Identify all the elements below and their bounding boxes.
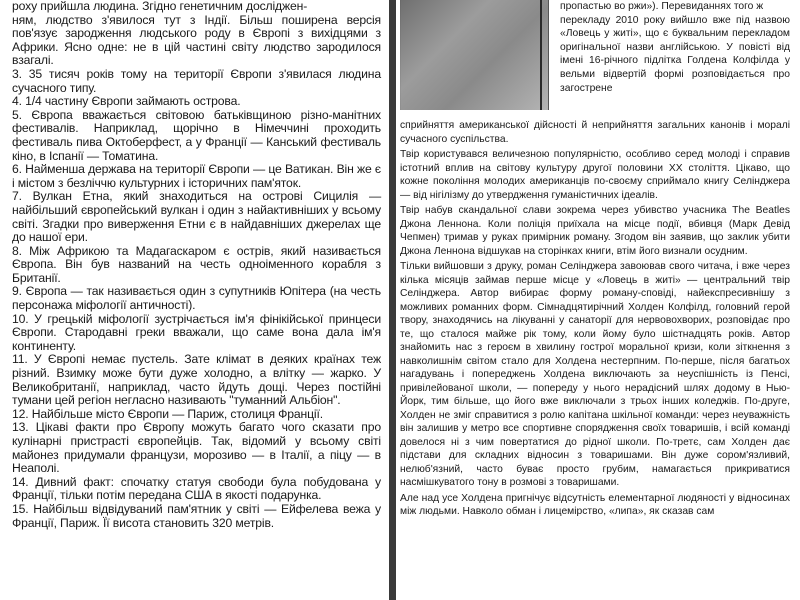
- book-photo-image: [400, 0, 549, 110]
- paragraph: Твір набув скандальної слави зокрема через убивство учасника The Beatles Джона Леннона. Коли поліція приїхала на місце події, вбивця (Марк Девід Чепмен) тримав у руках примірник роману. Згодом він заявив, що заклик убити Джона Леннона відшукав на сторінках книги, втім його визнали осудним.: [400, 205, 790, 257]
- paragraph: Але над усе Холдена пригнічує відсутність елементарної людяності у відносинах між людьми. Навколо обман і лицемірство, «липа», як сказав сам: [400, 492, 790, 517]
- fact-item: 3. 35 тисяч років тому на території Європи з'явилася людина сучасного типу.: [12, 66, 381, 95]
- photo-edge: [540, 0, 542, 110]
- fact-item: 4. 1/4 частину Європи займають острова.: [12, 94, 241, 109]
- fact-item: 15. Найбільш відвідуваний пам'ятник у світі — Ейфелева вежа у Франції, Париж. Її висота становить 320 метрів.: [12, 501, 381, 530]
- fact-item: 11. У Європі немає пустель. Зате клімат в деяких країнах теж різний. Взимку може бути дуже холодно, а влітку — жарко. У Великобританії, наприклад, часто йдуть дощі. Через постійні тумани цей регіон негласно називають "туманний Альбіон".: [12, 352, 381, 408]
- left-column-article: [0, 0, 387, 600]
- fact-item: ням, людство з'явилося тут з Індії. Більш поширена версія пов'язує зародження людського роду в Європі з вихідцями з Африки. Ясно одне: не в цій частині світу людство зародилося взагалі.: [12, 12, 381, 68]
- column-divider: [389, 0, 396, 600]
- fact-item: 9. Європа — так називається один з супутників Юпітера (на честь персонажа міфології античності).: [12, 284, 381, 313]
- fact-item: 14. Дивний факт: спочатку статуя свободи була побудована у Франції, тільки потім передана США в якості подарунка.: [12, 474, 381, 503]
- fact-item: 7. Вулкан Етна, який знаходиться на острові Сицилія — найбільший європейський вулкан і один з найактивніших у всьому світі. Згадки про виверження Етни є в найдавніших джерелах ще до нашої ери.: [12, 189, 381, 245]
- paragraph: сприйняття американської дійсності й неприйняття загальних канонів і моралі сучасного суспільства.: [400, 120, 790, 145]
- fact-item: 13. Цікаві факти про Європу можуть багато чого сказати про кулінарні пристрасті європейців. Так, відомий у всьому світі майонез придумали французи, морозиво — в Італії, а піцу — в Неаполі.: [12, 420, 381, 476]
- paragraph-continued: роху прийшла людина. Згідно генетичним досліджен-: [12, 0, 308, 13]
- intro-line: пропастью во ржи»). Перевиданнях того ж: [560, 1, 764, 12]
- fact-item: 6. Найменша держава на території Європи — це Ватикан. Він же є і містом з безліччю культурних і історичних пам'яток.: [12, 162, 381, 190]
- right-body-text: [400, 119, 790, 519]
- intro-text-block: [560, 0, 790, 95]
- fact-item: 8. Між Африкою та Мадагаскаром є острів, який називається Європа. Він був названий на честь одноіменного корабля з Британії.: [12, 243, 381, 285]
- paragraph: Тільки вийшовши з друку, роман Селінджера завоював свого читача, і вже через кілька місяців займав перше місце у «Ловець в житі» — центральний твір Селінджера. Автор вибирає форму роману-сповіді, найекспресивнішу з можливих романних форм. Сімнадцятирічний Холден Колфілд, головний герой твору, знаходячись на лікуванні у санаторії для нервовохворих, розповідає про те, що сталося майже рік тому, коли йому було шістнадцять років. Автор знайомить нас з героєм в хвилину гострої моральної кризи, коли зіткнення з навколишнім світом стало для Холдена нестерпним. По-перше, після багатьох нагадувань і попереджень Холдена виключають за неуспішність із Пенсі, привілейованої школи, — попереду у нього нерадісний шлях додому в Нью-Йорк, тим більше, що його вже виключали з трьох інших коледжів. По-друге, Холден не зміг справитися з ролю капітана шкільної команди: через неуважність він залишив у метро все спортивне спорядження своїх товаришів, і всій команді довелося ні з чим повертатися до рідної школи. По-третє, сам Холден дає підстави для складних відносин з товаришами. Він дуже сором'язливий, нелюб'язний, часто буває просто грубим, намагається прикриватися насмішкуватого тону в розмові з товаришами.: [400, 261, 790, 488]
- intro-line: перекладу 2010 року вийшло вже під назвою «Ловець у житі», що є буквальним перекладом оригінальної назви англійською. У повісті від імені 16-річного підлітка Голдена Колфілда у вельми відвертій формі розповідається про загострене: [560, 14, 790, 94]
- fact-item: 5. Європа вважається світовою батьківщиною різно-манітних фестивалів. Наприклад, щорічно в Німеччині проходить фестиваль пива Октоберфест, а у Франції — Канський фестиваль кіно, в Іспанії — Томатина.: [12, 107, 381, 163]
- right-column-article: [400, 0, 792, 600]
- fact-item: 12. Найбільше місто Європи — Париж, столиця Франції.: [12, 406, 323, 421]
- fact-item: 10. У грецькій міфології зустрічається ім'я фінікійської принцеси Європи. Стародавні греки вважали, що саме вона дала ім'я континенту.: [12, 311, 381, 353]
- paragraph: Твір користувався величезною популярністю, особливо серед молоді і справив істотний вплив на світову культуру другої половини XX століття. Цікаво, що кожне покоління молодих американців по-своєму сприймало книгу Селінджера — від нігілізму до утвердження гуманістичних ідеалів.: [400, 149, 790, 201]
